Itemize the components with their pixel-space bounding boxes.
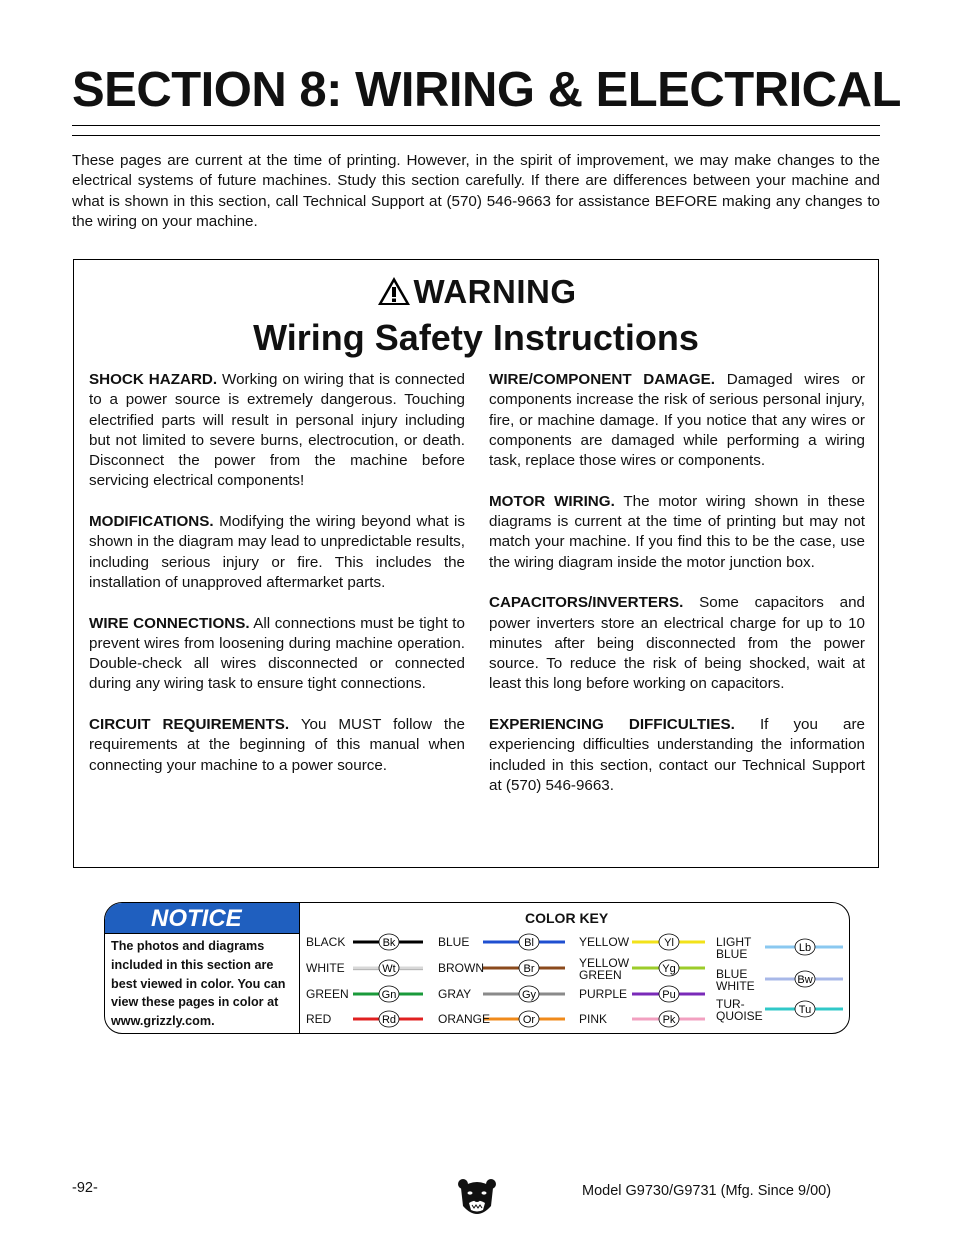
color-key-title: COLOR KEY <box>525 910 609 926</box>
safety-item <box>89 715 465 776</box>
safety-item-text: Modifying the wiring beyond what is shown in the diagram may lead to unpredictable results, including serious injury or fire. This includes the installation of unapproved aftermarket parts. <box>89 513 465 591</box>
notice-color-key-box <box>104 902 850 1034</box>
color-key-abbr: Pu <box>662 989 676 1001</box>
color-key-abbr: Gy <box>521 989 537 1001</box>
color-key-abbr: Br <box>523 963 535 975</box>
color-key-abbr: Rd <box>381 1014 397 1026</box>
color-key-abbr: Bk <box>382 937 396 949</box>
safety-item <box>489 492 865 573</box>
safety-item-heading: EXPERIENCING DIFFICULTIES. <box>489 716 735 734</box>
color-key-label: WHITE <box>306 961 345 975</box>
warning-header <box>74 272 878 312</box>
safety-item <box>89 614 465 695</box>
warning-right-column <box>489 370 865 817</box>
safety-item-heading: WIRE/COMPONENT DAMAGE. <box>489 371 716 388</box>
color-key-abbr: Bl <box>524 937 534 949</box>
section-title: SECTION 8: WIRING & ELECTRICAL <box>72 63 901 117</box>
warning-label: WARNING <box>413 273 577 310</box>
notice-label-text: NOTICE <box>151 905 242 932</box>
safety-item <box>89 370 465 492</box>
color-key-abbr: Wt <box>382 963 396 975</box>
color-key-abbr: Bw <box>797 974 813 986</box>
safety-item-text: If you are experiencing difficulties understanding the information included in this section, contact our Technical Support at (570) 546-9663. <box>489 716 865 794</box>
color-key-label: BLACK <box>306 935 346 949</box>
color-key-label: BLUE WHITE <box>716 967 755 993</box>
safety-item-text: All connections must be tight to prevent wires from loosening during machine operation. Double-check all wires disconnected or connected during any wiring task to ensure tight connections. <box>89 614 465 693</box>
safety-item-heading: CIRCUIT REQUIREMENTS. <box>89 716 290 734</box>
color-key-label: GRAY <box>438 987 472 1001</box>
safety-item-text: The motor wiring shown in these diagrams is current at the time of printing but may not match your machine. If you find this to be the case, use the wiring diagram inside the motor junction box. <box>489 492 865 571</box>
page-number: -92- <box>72 1180 98 1196</box>
color-key-abbr: Lb <box>798 942 812 954</box>
model-info: Model G9730/G9731 (Mfg. Since 9/00) <box>582 1183 832 1199</box>
safety-item-heading: SHOCK HAZARD. <box>89 371 218 388</box>
safety-item-text: Working on wiring that is connected to a power source is extremely dangerous. Touching electrified parts will result in personal injury including but not limited to severe burns, electrocution, or death. Disconnect the power from the machine before servicing electrical components! <box>89 371 465 490</box>
color-key-label: YELLOW GREEN <box>579 956 630 982</box>
color-key-label: LIGHT BLUE <box>716 935 752 961</box>
color-key-label: BROWN <box>438 961 484 975</box>
safety-item <box>489 715 865 796</box>
warning-subtitle: Wiring Safety Instructions <box>253 317 699 358</box>
safety-item-heading: WIRE CONNECTIONS. <box>89 614 250 632</box>
title-rule-top <box>72 125 880 126</box>
safety-item-heading: MODIFICATIONS. <box>89 513 214 531</box>
safety-item-text: You MUST follow the requirements at the beginning of this manual when connecting your machine to a power source. <box>89 716 465 774</box>
safety-item-text: Damaged wires or components increase the risk of serious personal injury, fire, or machine damage. If you notice that any wires or components are damaged while performing a wiring task, replace those wires or components. <box>489 371 865 470</box>
color-key-label: RED <box>306 1012 332 1026</box>
color-key-label: GREEN <box>306 987 349 1001</box>
color-key-abbr: Or <box>522 1014 536 1026</box>
color-key-abbr: Yl <box>664 937 674 949</box>
color-key-abbr: Tu <box>798 1004 812 1016</box>
color-key-abbr: Pk <box>662 1014 676 1026</box>
safety-item-heading: CAPACITORS/INVERTERS. <box>489 594 684 612</box>
safety-item <box>489 370 865 471</box>
safety-item <box>89 512 465 593</box>
color-key-label: PURPLE <box>579 987 628 1001</box>
color-key-label: BLUE <box>438 935 470 949</box>
intro-paragraph: These pages are current at the time of printing. However, in the spirit of improvement, we may make changes to the electrical systems of future machines. Study this section carefully. If there are differences between your machine and what is shown in this section, call Technical Support at (570) 546-9663 for assistance BEFORE making any changes to the wiring on your machine. <box>72 152 880 230</box>
safety-item <box>489 593 865 694</box>
safety-item-text: Some capacitors and power inverters store an electrical charge for up to 10 minutes after being disconnected from the power source. To reduce the risk of being shocked, wait at least this long before working on capacitors. <box>489 594 865 693</box>
color-key-label: TUR- QUOISE <box>716 997 763 1023</box>
color-key-abbr: Gn <box>381 989 397 1001</box>
color-key-label: ORANGE <box>438 1012 491 1026</box>
warning-triangle-icon <box>376 275 412 307</box>
warning-left-column <box>89 370 465 796</box>
notice-text: The photos and diagrams included in this section are best viewed in color. You can view these pages in color at www.grizzly.com. <box>111 939 286 1029</box>
safety-item-heading: MOTOR WIRING. <box>489 492 615 510</box>
bear-logo-icon <box>457 1176 497 1220</box>
title-rule-bottom <box>72 135 880 136</box>
color-key-label: PINK <box>579 1012 608 1026</box>
color-key-abbr: Yg <box>662 963 676 975</box>
warning-box <box>73 259 879 868</box>
color-key-label: YELLOW <box>579 935 630 949</box>
